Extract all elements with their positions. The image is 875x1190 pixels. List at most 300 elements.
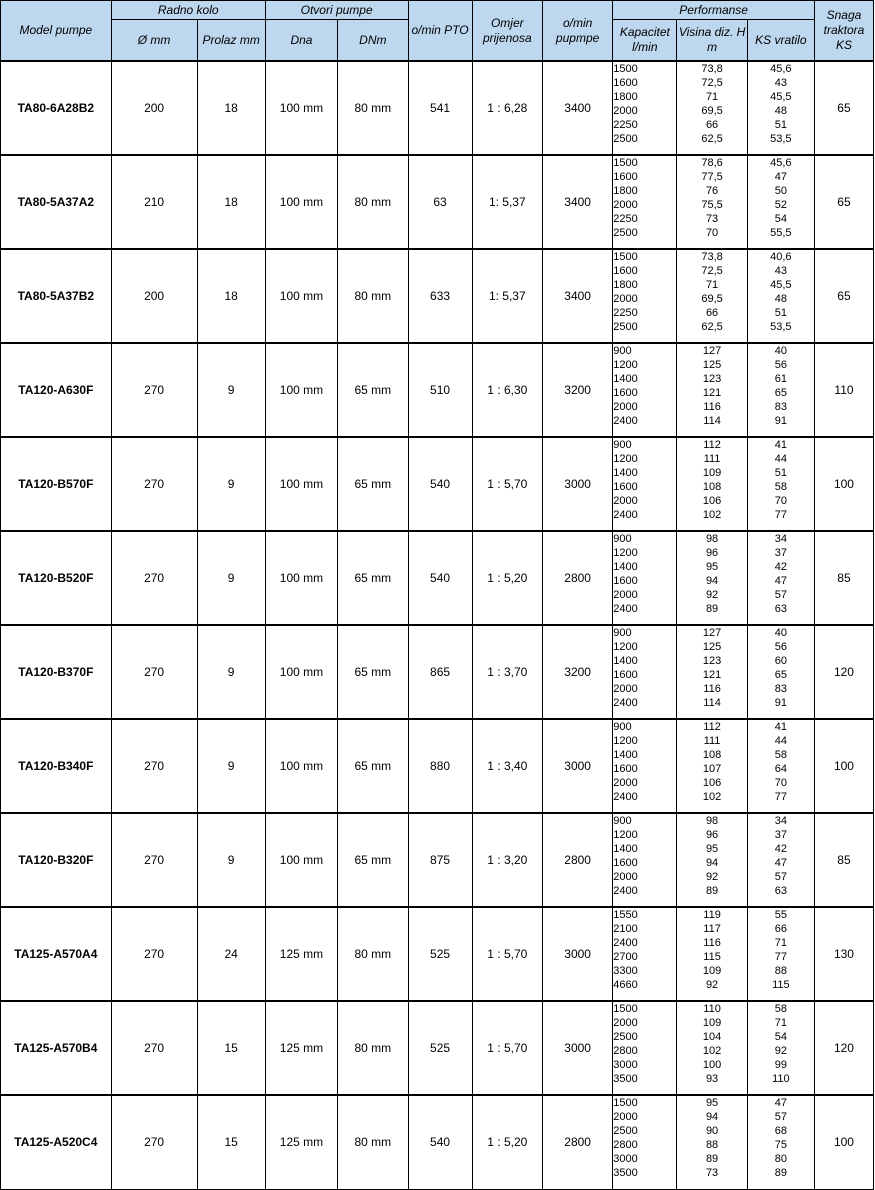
perf-head-value: 121	[702, 387, 722, 399]
perf-head-value: 98	[705, 533, 719, 545]
perf-head-value: 109	[702, 1017, 722, 1029]
outlet-cell: 80 mm	[338, 61, 408, 155]
perf-head-value: 62,5	[701, 321, 723, 333]
head-cell	[677, 531, 747, 625]
tractor-power-cell: 100	[814, 437, 873, 531]
perf-head-value: 88	[705, 1139, 719, 1151]
head-cell	[677, 249, 747, 343]
perf-power-value: 47	[774, 575, 787, 587]
perf-power-value: 47	[774, 857, 787, 869]
perf-power-value: 75	[774, 1139, 787, 1151]
pump-rpm-cell: 3200	[542, 625, 612, 719]
perf-head-value: 109	[702, 965, 722, 977]
model-cell: TA120-B370F	[1, 625, 112, 719]
perf-head-value: 119	[703, 909, 721, 921]
pump-rpm-cell: 3000	[542, 719, 612, 813]
pto-rpm-cell: 510	[408, 343, 472, 437]
perf-capacity-value: 1600	[613, 575, 638, 587]
tractor-power-cell: 65	[814, 61, 873, 155]
perf-power-value: 53,5	[770, 133, 792, 145]
perf-power-value: 65	[774, 387, 787, 399]
outlet-cell: 65 mm	[338, 813, 408, 907]
capacity-cell	[613, 155, 677, 249]
perf-head-value: 114	[703, 415, 721, 427]
perf-power-value: 60	[774, 655, 787, 667]
model-cell: TA120-A630F	[1, 343, 112, 437]
passage-cell: 18	[197, 61, 265, 155]
shaft-power-cell	[747, 249, 814, 343]
pto-rpm-cell: 540	[408, 437, 472, 531]
perf-capacity-value: 1500	[613, 63, 638, 75]
pto-rpm-cell: 633	[408, 249, 472, 343]
perf-capacity-value: 1400	[613, 655, 638, 667]
inlet-cell: 125 mm	[265, 1095, 337, 1189]
outlet-cell: 80 mm	[338, 1095, 408, 1189]
perf-capacity-value: 2000	[613, 1111, 638, 1123]
header-omjer: Omjer prijenosa	[472, 1, 542, 62]
perf-head-value: 107	[702, 763, 722, 775]
perf-capacity-value: 900	[613, 533, 632, 545]
head-cell	[677, 437, 747, 531]
perf-power-value: 42	[774, 561, 787, 573]
table-row	[1, 907, 874, 1001]
outlet-cell: 80 mm	[338, 1001, 408, 1095]
perf-head-value: 123	[702, 655, 722, 667]
ratio-cell: 1: 5,37	[472, 155, 542, 249]
outlet-cell: 80 mm	[338, 907, 408, 1001]
perf-capacity-value: 900	[613, 345, 632, 357]
inlet-cell: 100 mm	[265, 343, 337, 437]
perf-power-value: 56	[774, 641, 787, 653]
perf-head-value: 127	[702, 627, 722, 639]
perf-capacity-value: 3500	[613, 1167, 638, 1179]
perf-power-value: 48	[774, 293, 787, 305]
passage-cell: 9	[197, 625, 265, 719]
pto-rpm-cell: 525	[408, 907, 472, 1001]
perf-head-value: 94	[705, 575, 719, 587]
impeller-diameter-cell: 270	[111, 1001, 197, 1095]
table-row	[1, 625, 874, 719]
ratio-cell: 1 : 6,28	[472, 61, 542, 155]
passage-cell: 9	[197, 813, 265, 907]
table-row	[1, 531, 874, 625]
pto-rpm-cell: 540	[408, 1095, 472, 1189]
head-cell	[677, 625, 747, 719]
perf-head-value: 73	[705, 213, 719, 225]
perf-power-value: 47	[774, 171, 787, 183]
perf-head-value: 116	[703, 937, 721, 949]
perf-head-value: 108	[702, 749, 722, 761]
perf-capacity-value: 2000	[613, 777, 638, 789]
tractor-power-cell: 65	[814, 249, 873, 343]
perf-capacity-value: 4660	[613, 979, 638, 991]
perf-head-value: 92	[705, 979, 719, 991]
header-ks-vratilo: KS vratilo	[747, 20, 814, 62]
ratio-cell: 1 : 3,40	[472, 719, 542, 813]
perf-capacity-value: 2000	[613, 683, 638, 695]
perf-power-value: 77	[774, 791, 787, 803]
perf-power-value: 55,5	[770, 227, 792, 239]
perf-capacity-value: 2250	[613, 119, 638, 131]
perf-head-value: 111	[703, 453, 721, 465]
ratio-cell: 1 : 5,70	[472, 437, 542, 531]
perf-power-value: 45,6	[770, 157, 792, 169]
perf-power-value: 83	[774, 683, 787, 695]
perf-head-value: 108	[702, 481, 722, 493]
perf-head-value: 72,5	[701, 77, 723, 89]
table-row	[1, 155, 874, 249]
pto-rpm-cell: 525	[408, 1001, 472, 1095]
perf-power-value: 65	[774, 669, 787, 681]
ratio-cell: 1 : 6,30	[472, 343, 542, 437]
perf-power-value: 63	[774, 885, 787, 897]
perf-capacity-value: 1600	[613, 857, 638, 869]
pump-rpm-cell: 3000	[542, 437, 612, 531]
perf-capacity-value: 1500	[613, 1003, 638, 1015]
perf-power-value: 57	[774, 871, 787, 883]
perf-head-value: 89	[705, 885, 719, 897]
ratio-cell: 1 : 5,70	[472, 1001, 542, 1095]
perf-head-value: 115	[703, 951, 721, 963]
perf-power-value: 54	[774, 213, 787, 225]
tractor-power-cell: 120	[814, 625, 873, 719]
perf-capacity-value: 1200	[613, 641, 638, 653]
passage-cell: 18	[197, 155, 265, 249]
perf-head-value: 89	[705, 1153, 719, 1165]
perf-capacity-value: 1200	[613, 735, 638, 747]
passage-cell: 9	[197, 531, 265, 625]
perf-capacity-value: 1600	[613, 481, 638, 493]
header-prolaz: Prolaz mm	[197, 20, 265, 62]
capacity-cell	[613, 437, 677, 531]
shaft-power-cell	[747, 907, 814, 1001]
inlet-cell: 100 mm	[265, 437, 337, 531]
perf-capacity-value: 1600	[613, 669, 638, 681]
outlet-cell: 65 mm	[338, 437, 408, 531]
model-cell: TA125-A520C4	[1, 1095, 112, 1189]
outlet-cell: 65 mm	[338, 625, 408, 719]
shaft-power-cell	[747, 531, 814, 625]
shaft-power-cell	[747, 625, 814, 719]
perf-head-value: 127	[702, 345, 722, 357]
perf-head-value: 117	[703, 923, 721, 935]
perf-capacity-value: 3000	[613, 1059, 638, 1071]
perf-power-value: 40,6	[770, 251, 792, 263]
perf-head-value: 106	[702, 495, 722, 507]
perf-capacity-value: 900	[613, 627, 632, 639]
perf-head-value: 94	[705, 857, 719, 869]
inlet-cell: 100 mm	[265, 155, 337, 249]
model-cell: TA120-B520F	[1, 531, 112, 625]
impeller-diameter-cell: 270	[111, 437, 197, 531]
inlet-cell: 125 mm	[265, 1001, 337, 1095]
pto-rpm-cell: 541	[408, 61, 472, 155]
perf-head-value: 66	[705, 119, 719, 131]
perf-capacity-value: 1600	[613, 265, 638, 277]
perf-head-value: 121	[702, 669, 722, 681]
passage-cell: 24	[197, 907, 265, 1001]
perf-capacity-value: 2500	[613, 1031, 638, 1043]
outlet-cell: 80 mm	[338, 155, 408, 249]
capacity-cell	[613, 1001, 677, 1095]
tractor-power-cell: 65	[814, 155, 873, 249]
inlet-cell: 100 mm	[265, 249, 337, 343]
perf-head-value: 116	[703, 401, 721, 413]
passage-cell: 15	[197, 1095, 265, 1189]
inlet-cell: 100 mm	[265, 61, 337, 155]
perf-capacity-value: 2250	[613, 307, 638, 319]
perf-head-value: 69,5	[701, 293, 723, 305]
capacity-cell	[613, 907, 677, 1001]
perf-head-value: 96	[705, 547, 719, 559]
perf-power-value: 77	[774, 509, 787, 521]
perf-capacity-value: 2400	[613, 937, 638, 949]
perf-capacity-value: 2400	[613, 791, 638, 803]
perf-capacity-value: 1200	[613, 359, 638, 371]
capacity-cell	[613, 249, 677, 343]
perf-head-value: 102	[702, 791, 722, 803]
header-radno-kolo: Radno kolo	[111, 1, 265, 20]
perf-power-value: 91	[774, 415, 787, 427]
outlet-cell: 80 mm	[338, 249, 408, 343]
perf-head-value: 95	[705, 1097, 719, 1109]
perf-capacity-value: 1500	[613, 1097, 638, 1109]
header-pump-rpm: o/min pupmpe	[542, 1, 612, 62]
perf-capacity-value: 1200	[613, 829, 638, 841]
perf-power-value: 89	[774, 1167, 787, 1179]
model-cell: TA80-5A37B2	[1, 249, 112, 343]
model-cell: TA80-5A37A2	[1, 155, 112, 249]
perf-capacity-value: 3000	[613, 1153, 638, 1165]
perf-power-value: 68	[774, 1125, 787, 1137]
pump-rpm-cell: 2800	[542, 1095, 612, 1189]
perf-power-value: 43	[774, 265, 787, 277]
perf-power-value: 45,5	[770, 91, 792, 103]
table-row	[1, 343, 874, 437]
perf-head-value: 69,5	[701, 105, 723, 117]
outlet-cell: 65 mm	[338, 343, 408, 437]
tractor-power-cell: 100	[814, 1095, 873, 1189]
capacity-cell	[613, 343, 677, 437]
tractor-power-cell: 85	[814, 531, 873, 625]
perf-power-value: 64	[774, 763, 787, 775]
perf-capacity-value: 1600	[613, 763, 638, 775]
perf-head-value: 95	[705, 561, 719, 573]
perf-capacity-value: 1500	[613, 157, 638, 169]
perf-head-value: 114	[703, 697, 721, 709]
shaft-power-cell	[747, 719, 814, 813]
head-cell	[677, 1095, 747, 1189]
perf-head-value: 73	[705, 1167, 719, 1179]
header-model: Model pumpe	[1, 1, 112, 62]
perf-power-value: 37	[774, 547, 787, 559]
pump-rpm-cell: 3000	[542, 907, 612, 1001]
ratio-cell: 1: 5,37	[472, 249, 542, 343]
perf-power-value: 51	[774, 467, 787, 479]
perf-power-value: 37	[774, 829, 787, 841]
perf-power-value: 40	[774, 627, 787, 639]
table-header	[1, 1, 874, 62]
perf-capacity-value: 2500	[613, 133, 638, 145]
perf-power-value: 57	[774, 1111, 787, 1123]
table-row	[1, 1095, 874, 1189]
tractor-power-cell: 110	[814, 343, 873, 437]
perf-power-value: 45,5	[770, 279, 792, 291]
perf-power-value: 110	[772, 1073, 790, 1085]
perf-head-value: 95	[705, 843, 719, 855]
perf-capacity-value: 2000	[613, 293, 638, 305]
perf-power-value: 44	[774, 735, 787, 747]
perf-head-value: 75,5	[701, 199, 723, 211]
header-snaga: Snaga traktora KS	[814, 1, 873, 62]
passage-cell: 9	[197, 437, 265, 531]
perf-head-value: 71	[705, 91, 719, 103]
tractor-power-cell: 85	[814, 813, 873, 907]
impeller-diameter-cell: 270	[111, 1095, 197, 1189]
perf-power-value: 52	[774, 199, 787, 211]
impeller-diameter-cell: 270	[111, 343, 197, 437]
perf-capacity-value: 1400	[613, 561, 638, 573]
perf-power-value: 58	[774, 749, 787, 761]
table-row	[1, 813, 874, 907]
perf-capacity-value: 2100	[613, 923, 638, 935]
perf-head-value: 100	[702, 1059, 722, 1071]
perf-head-value: 62,5	[701, 133, 723, 145]
outlet-cell: 65 mm	[338, 719, 408, 813]
table-row	[1, 61, 874, 155]
perf-power-value: 80	[774, 1153, 787, 1165]
tractor-power-cell: 100	[814, 719, 873, 813]
perf-power-value: 92	[774, 1045, 787, 1057]
header-pto-rpm: o/min PTO	[408, 1, 472, 62]
perf-head-value: 96	[705, 829, 719, 841]
header-visina: Visina diz. H m	[677, 20, 747, 62]
perf-power-value: 91	[774, 697, 787, 709]
shaft-power-cell	[747, 813, 814, 907]
perf-capacity-value: 2000	[613, 105, 638, 117]
shaft-power-cell	[747, 343, 814, 437]
perf-power-value: 34	[774, 815, 787, 827]
perf-head-value: 111	[703, 735, 721, 747]
perf-head-value: 92	[705, 589, 719, 601]
perf-head-value: 125	[702, 359, 722, 371]
inlet-cell: 125 mm	[265, 907, 337, 1001]
header-performanse: Performanse	[613, 1, 815, 20]
perf-capacity-value: 1550	[613, 909, 638, 921]
perf-power-value: 61	[774, 373, 787, 385]
perf-head-value: 94	[705, 1111, 719, 1123]
header-kapacitet: Kapacitet l/min	[613, 20, 677, 62]
impeller-diameter-cell: 270	[111, 907, 197, 1001]
perf-capacity-value: 1400	[613, 373, 638, 385]
impeller-diameter-cell: 270	[111, 813, 197, 907]
perf-head-value: 76	[705, 185, 719, 197]
capacity-cell	[613, 1095, 677, 1189]
perf-power-value: 47	[774, 1097, 787, 1109]
perf-power-value: 41	[774, 439, 787, 451]
capacity-cell	[613, 813, 677, 907]
pto-rpm-cell: 63	[408, 155, 472, 249]
perf-power-value: 88	[774, 965, 787, 977]
model-cell: TA80-6A28B2	[1, 61, 112, 155]
perf-capacity-value: 2000	[613, 589, 638, 601]
impeller-diameter-cell: 200	[111, 61, 197, 155]
perf-capacity-value: 900	[613, 439, 632, 451]
perf-capacity-value: 2400	[613, 885, 638, 897]
perf-head-value: 110	[703, 1003, 721, 1015]
perf-power-value: 63	[774, 603, 787, 615]
perf-head-value: 125	[702, 641, 722, 653]
perf-head-value: 102	[702, 509, 722, 521]
perf-power-value: 41	[774, 721, 787, 733]
perf-power-value: 70	[774, 495, 787, 507]
ratio-cell: 1 : 3,70	[472, 625, 542, 719]
outlet-cell: 65 mm	[338, 531, 408, 625]
head-cell	[677, 813, 747, 907]
inlet-cell: 100 mm	[265, 531, 337, 625]
perf-capacity-value: 3300	[613, 965, 638, 977]
perf-capacity-value: 1800	[613, 279, 638, 291]
pump-rpm-cell: 3400	[542, 61, 612, 155]
perf-capacity-value: 1200	[613, 547, 638, 559]
inlet-cell: 100 mm	[265, 625, 337, 719]
model-cell: TA120-B570F	[1, 437, 112, 531]
perf-power-value: 51	[774, 119, 787, 131]
pump-rpm-cell: 3000	[542, 1001, 612, 1095]
perf-head-value: 89	[705, 603, 719, 615]
table-row	[1, 1001, 874, 1095]
perf-power-value: 34	[774, 533, 787, 545]
perf-power-value: 70	[774, 777, 787, 789]
model-cell: TA120-B340F	[1, 719, 112, 813]
perf-capacity-value: 2250	[613, 213, 638, 225]
perf-capacity-value: 1800	[613, 185, 638, 197]
inlet-cell: 100 mm	[265, 813, 337, 907]
shaft-power-cell	[747, 61, 814, 155]
ratio-cell: 1 : 5,20	[472, 1095, 542, 1189]
head-cell	[677, 719, 747, 813]
perf-head-value: 78,6	[701, 157, 723, 169]
tractor-power-cell: 120	[814, 1001, 873, 1095]
ratio-cell: 1 : 3,20	[472, 813, 542, 907]
perf-capacity-value: 2400	[613, 415, 638, 427]
perf-power-value: 58	[774, 481, 787, 493]
pto-rpm-cell: 875	[408, 813, 472, 907]
perf-capacity-value: 1400	[613, 843, 638, 855]
perf-power-value: 58	[774, 1003, 787, 1015]
perf-power-value: 43	[774, 77, 787, 89]
ratio-cell: 1 : 5,20	[472, 531, 542, 625]
capacity-cell	[613, 719, 677, 813]
perf-power-value: 54	[774, 1031, 787, 1043]
perf-head-value: 72,5	[701, 265, 723, 277]
perf-capacity-value: 2400	[613, 697, 638, 709]
perf-power-value: 71	[774, 937, 787, 949]
impeller-diameter-cell: 270	[111, 531, 197, 625]
header-dnm: DNm	[338, 20, 408, 62]
perf-head-value: 112	[703, 721, 721, 733]
table-row	[1, 437, 874, 531]
perf-capacity-value: 900	[613, 815, 632, 827]
perf-head-value: 123	[702, 373, 722, 385]
perf-capacity-value: 1600	[613, 171, 638, 183]
perf-capacity-value: 1400	[613, 467, 638, 479]
model-cell: TA125-A570B4	[1, 1001, 112, 1095]
perf-power-value: 45,6	[770, 63, 792, 75]
perf-head-value: 102	[702, 1045, 722, 1057]
pump-rpm-cell: 2800	[542, 813, 612, 907]
shaft-power-cell	[747, 1001, 814, 1095]
